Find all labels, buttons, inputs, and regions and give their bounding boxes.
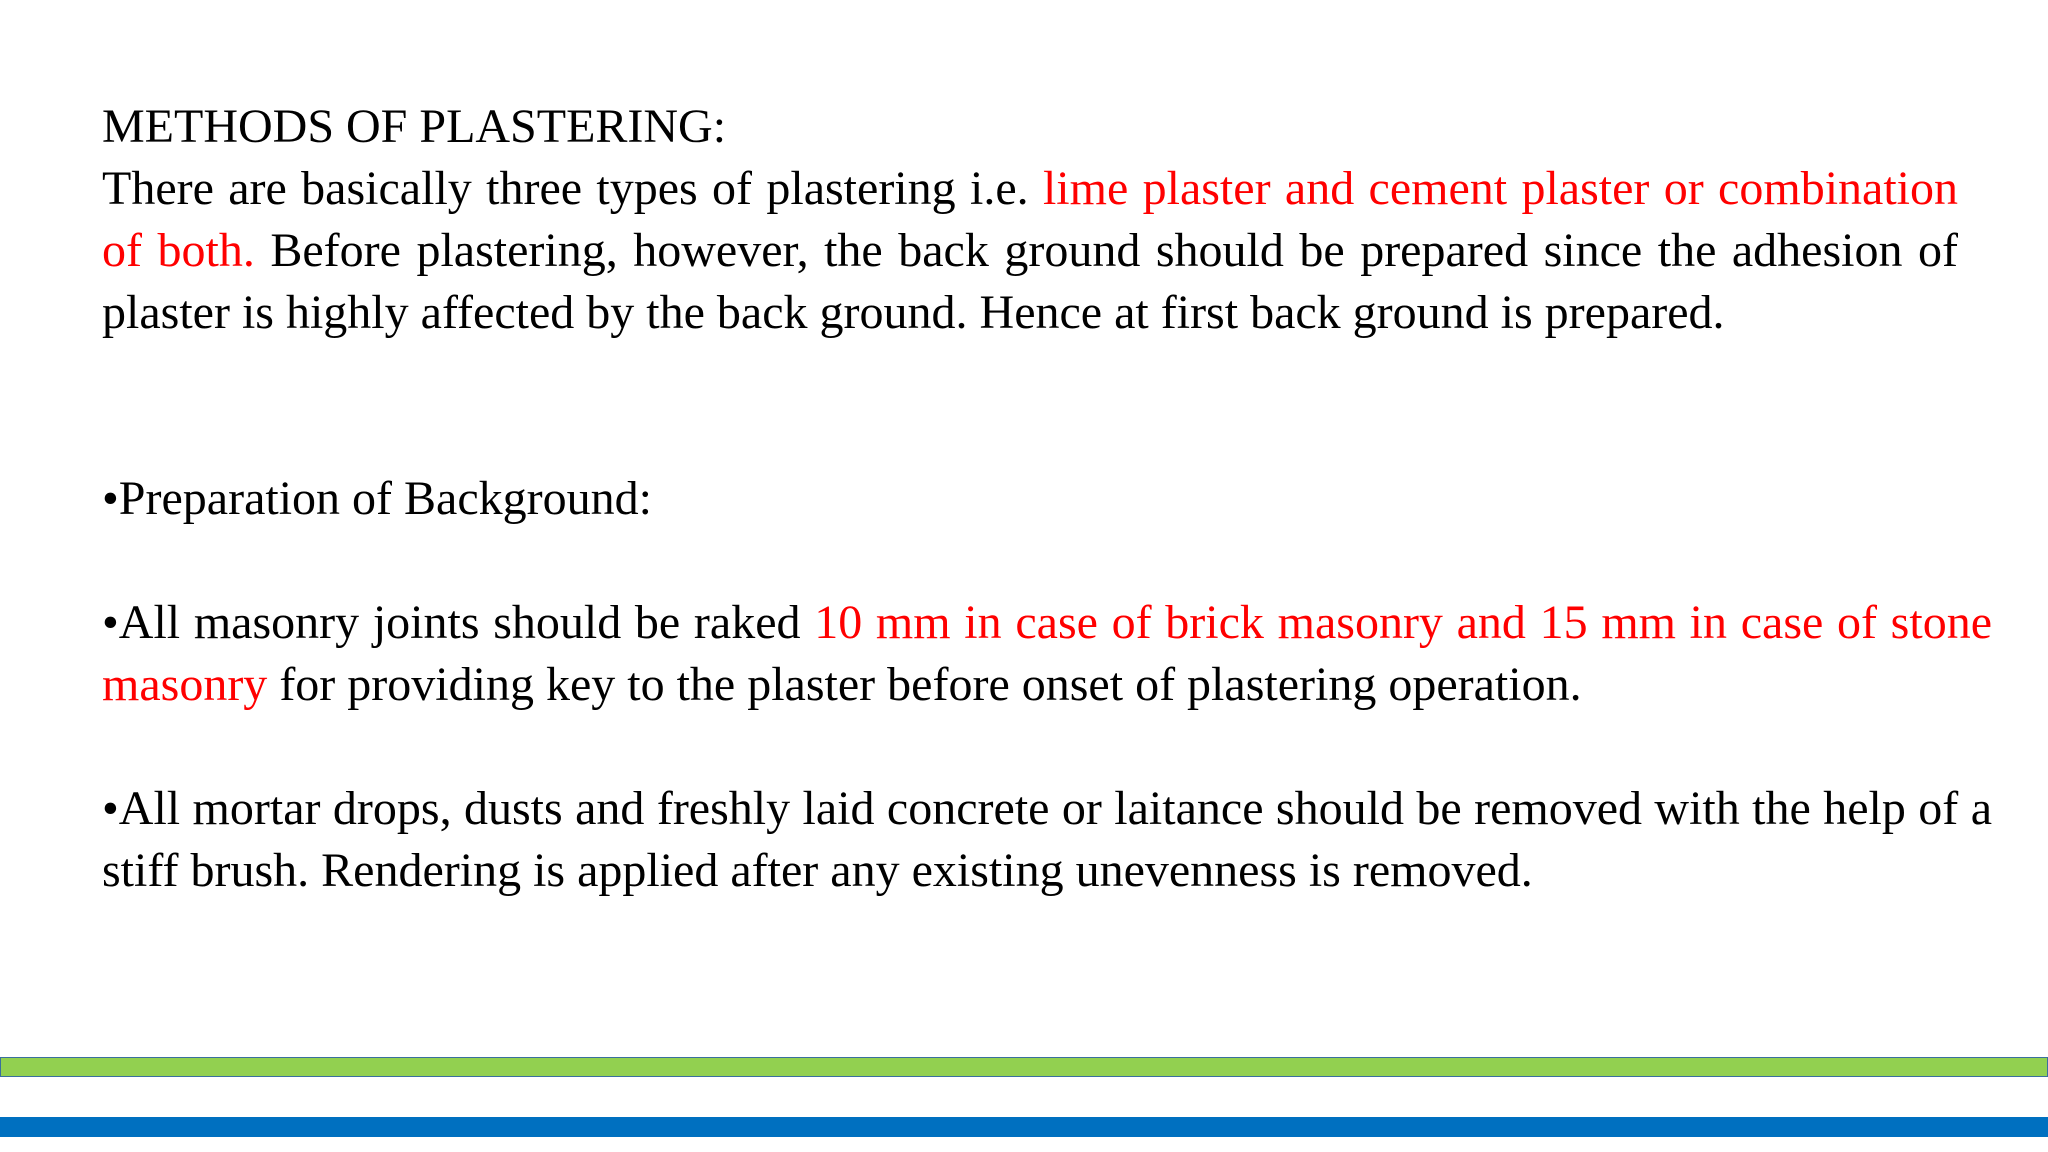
slide-heading: METHODS OF PLASTERING: — [102, 100, 727, 153]
bullet-raking-text-2: for providing key to the plaster before onset of plastering operation. — [267, 658, 1582, 711]
bullet-raking — [102, 592, 1992, 716]
preparation-heading: •Preparation of Background: — [102, 472, 652, 525]
footer-blue-band — [0, 1117, 2048, 1137]
bullet-raking-text-1: •All masonry joints should be raked — [102, 596, 815, 649]
intro-paragraph — [102, 158, 1958, 344]
bullet-mortar — [102, 778, 1992, 902]
bullet-raking-highlight: 10 mm in case of brick masonry and 15 mm in case of stone masonry — [102, 596, 1993, 711]
intro-text-2: Before plastering, however, the back ground should be prepared since the adhesion of plaster is highly affected by the back ground. Hence at first back ground is prepared. — [102, 224, 1958, 339]
bullet-mortar-text: •All mortar drops, dusts and freshly laid concrete or laitance should be removed with the help of a stiff brush. Rendering is applied after any existing unevenness is removed. — [102, 782, 1992, 897]
intro-text-1: There are basically three types of plastering i.e. — [102, 162, 1043, 215]
slide-content — [102, 96, 1992, 902]
intro-highlight: lime plaster and cement plaster or combination of both. — [102, 162, 1958, 277]
footer-green-band — [0, 1057, 2048, 1077]
